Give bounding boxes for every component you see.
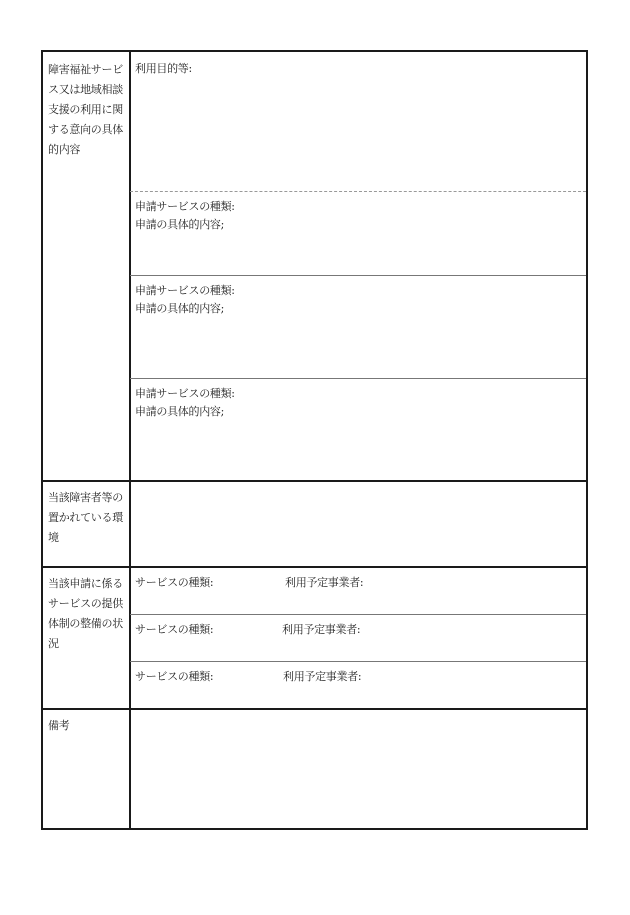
planned-provider-label: 利用予定事業者: bbox=[282, 623, 361, 636]
section-divider bbox=[43, 708, 586, 710]
intent-label: 障害福祉サービス又は地域相談支援の利用に関する意向の具体的内容 bbox=[48, 63, 123, 156]
purpose-label: 利用目的等: bbox=[135, 62, 192, 75]
environment-label: 当該障害者等の置かれている環境 bbox=[48, 491, 123, 544]
section-divider bbox=[43, 566, 586, 568]
planned-provider-label: 利用予定事業者: bbox=[283, 670, 362, 683]
service-type-label: サービスの種類: bbox=[135, 623, 214, 636]
dotted-divider bbox=[130, 191, 586, 192]
provision-label: 当該申請に係るサービスの提供体制の整備の状況 bbox=[48, 577, 123, 650]
application-details-label: 申請の具体的内容; bbox=[135, 302, 225, 315]
application-details-label: 申請の具体的内容; bbox=[135, 218, 225, 231]
planned-provider-label: 利用予定事業者: bbox=[285, 576, 364, 589]
service-type-label: サービスの種類: bbox=[135, 576, 214, 589]
application-details-label: 申請の具体的内容; bbox=[135, 405, 225, 418]
row-divider bbox=[130, 378, 586, 379]
service-type-label: 申請サービスの種類: bbox=[135, 200, 235, 213]
service-type-label: 申請サービスの種類: bbox=[135, 284, 235, 297]
row-divider bbox=[130, 614, 586, 615]
service-type-label: 申請サービスの種類: bbox=[135, 387, 235, 400]
assessment-form-table bbox=[41, 50, 588, 830]
column-divider bbox=[129, 52, 131, 828]
section-divider bbox=[43, 480, 586, 482]
row-divider bbox=[130, 275, 586, 276]
row-divider bbox=[130, 661, 586, 662]
service-type-label: サービスの種類: bbox=[135, 670, 214, 683]
remarks-label: 備考 bbox=[48, 719, 70, 732]
